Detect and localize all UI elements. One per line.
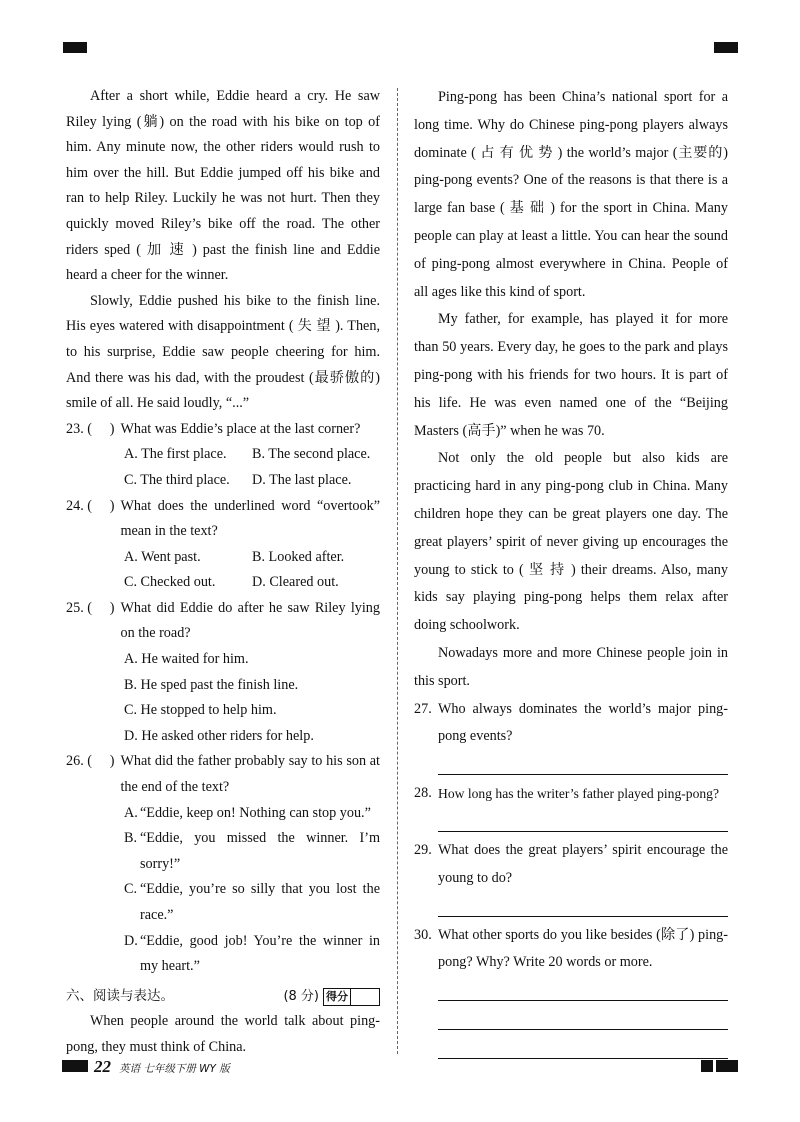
question-number: 30.	[414, 926, 432, 943]
footer-block-right-large	[716, 1060, 738, 1072]
question-28	[414, 780, 728, 808]
question-number: 25. ( )	[66, 599, 115, 616]
question-number: 23. ( )	[66, 420, 115, 437]
option-b: B. Looked after.	[252, 548, 345, 565]
question-24	[66, 494, 380, 545]
option-row	[66, 570, 380, 596]
question-number: 28.	[414, 785, 432, 802]
question-text: What did the father probably say to his son at the end of the text?	[120, 753, 380, 796]
story-paragraph-1: After a short while, Eddie heard a cry. He saw Riley lying (躺) on the road with his bike on top of him. Any minute now, the other riders would rush to him over the hill. But Eddie jumped off his bike and ran to help Riley. Luckily he was not hurt. Then they quickly moved Riley’s bike off the road. The other riders sped ( 加 速 ) past the finish line and Eddie heard a cheer for the winner.	[66, 88, 380, 284]
article-paragraph-1: Ping-pong has been China’s national sport for a long time. Why do Chinese ping-pong players always dominate ( 占 有 优 势 ) the world’s major (主要的) ping-pong events? One of the reasons is that there is a large fan base ( 基 础 ) for the sport in China. Many people can play at least a little. You can hear the sound of ping-pong almost everywhere in China. People of all ages like this kind of sport.	[414, 89, 728, 300]
question-number: 26. ( )	[66, 753, 115, 770]
footer-block-right-small	[701, 1060, 713, 1072]
footer	[94, 1057, 230, 1077]
option-b: B. He sped past the finish line.	[124, 676, 299, 693]
option-text: “Eddie, good job! You’re the winner in my heart.”	[140, 932, 380, 975]
option-d: D. He asked other riders for help.	[124, 727, 314, 744]
score-blank[interactable]	[351, 989, 379, 1005]
section-heading	[66, 984, 380, 1010]
question-29	[414, 837, 728, 893]
question-number: 27.	[414, 700, 432, 717]
article-paragraph-3: Not only the old people but also kids are practicing hard in any ping-pong club in China. Many children hope they can be great players one day. The great players’ spirit of never giving up encourages the young to stick to ( 坚 持 ) their dreams. Also, many kids say playing ping-pong helps them relax after doing schoolwork.	[414, 450, 728, 634]
footer-block-left	[62, 1060, 88, 1072]
question-text: How long has the writer’s father played ping-pong?	[438, 786, 719, 802]
option-label: B.	[124, 830, 138, 847]
question-30	[414, 922, 728, 978]
section-points: (8 分)	[283, 988, 319, 1004]
option-label: D.	[124, 932, 138, 949]
option-c: C. The third place.	[124, 471, 230, 488]
option-b	[66, 826, 380, 877]
option-a: A. Went past.	[124, 548, 201, 565]
question-text: What does the underlined word “overtook” mean in the text?	[120, 497, 380, 540]
option-row	[66, 545, 380, 571]
right-column	[414, 84, 728, 1059]
article-paragraph-4: Nowadays more and more Chinese people join in this sport.	[414, 644, 728, 689]
option-text: “Eddie, you missed the winner. I’m sorry!”	[140, 830, 380, 872]
option-row	[66, 442, 380, 468]
option-label: A.	[124, 804, 138, 821]
question-number: 24. ( )	[66, 497, 115, 514]
column-divider	[397, 88, 398, 1054]
option-text: “Eddie, you’re so silly that you lost the race.”	[140, 881, 380, 923]
option-label: C.	[124, 881, 138, 898]
answer-line[interactable]	[438, 1057, 728, 1059]
corner-mark-left	[63, 42, 87, 53]
question-27	[414, 696, 728, 752]
intro-paragraph: When people around the world talk about ping-pong, they must think of China.	[66, 1013, 380, 1055]
story-paragraph-2: Slowly, Eddie pushed his bike to the finish line. His eyes watered with disappointment ( 失 望 ). Then, to his surprise, Eddie saw people cheering for him. And there was his dad, with the proudest (最骄傲的) smile of all. He said loudly, “...”	[66, 292, 380, 412]
question-26	[66, 749, 380, 800]
question-text: What was Eddie’s place at the last corner?	[120, 420, 361, 437]
option-row	[66, 468, 380, 494]
score-box	[323, 988, 380, 1006]
question-text: What does the great players’ spirit encourage the young to do?	[438, 841, 728, 886]
option-a	[66, 801, 380, 827]
option-c: C. Checked out.	[124, 574, 216, 591]
option-d: D. Cleared out.	[252, 574, 339, 591]
article-paragraph-2: My father, for example, has played it for more than 50 years. Every day, he goes to the park and plays ping-pong with his friends for two hours. It is part of his life. He was even named one of the “Beijing Masters (高手)” when he was 70.	[414, 311, 728, 439]
option-d: D. The last place.	[252, 471, 352, 488]
question-number: 29.	[414, 841, 432, 858]
option-d	[66, 929, 380, 980]
left-column	[66, 84, 380, 1061]
option-a: A. The first place.	[124, 446, 227, 463]
corner-mark-right	[714, 42, 738, 53]
score-label: 得分	[324, 989, 351, 1005]
question-text: What did Eddie do after he saw Riley lying on the road?	[120, 599, 380, 642]
question-25	[66, 596, 380, 647]
question-23	[66, 417, 380, 443]
question-text: Who always dominates the world’s major ping-pong events?	[438, 700, 728, 745]
option-b: B. The second place.	[252, 446, 371, 463]
section-title: 六、阅读与表达。	[66, 987, 174, 1004]
option-c	[66, 877, 380, 928]
page-number: 22	[94, 1057, 111, 1076]
option-a: A. He waited for him.	[124, 651, 249, 668]
book-info: 英语 七年级下册 WY 版	[119, 1063, 230, 1075]
option-text: “Eddie, keep on! Nothing can stop you.”	[140, 804, 371, 821]
question-text: What other sports do you like besides (除了) ping-pong? Why? Write 20 words or more.	[438, 926, 728, 971]
option-c: C. He stopped to help him.	[124, 702, 277, 719]
